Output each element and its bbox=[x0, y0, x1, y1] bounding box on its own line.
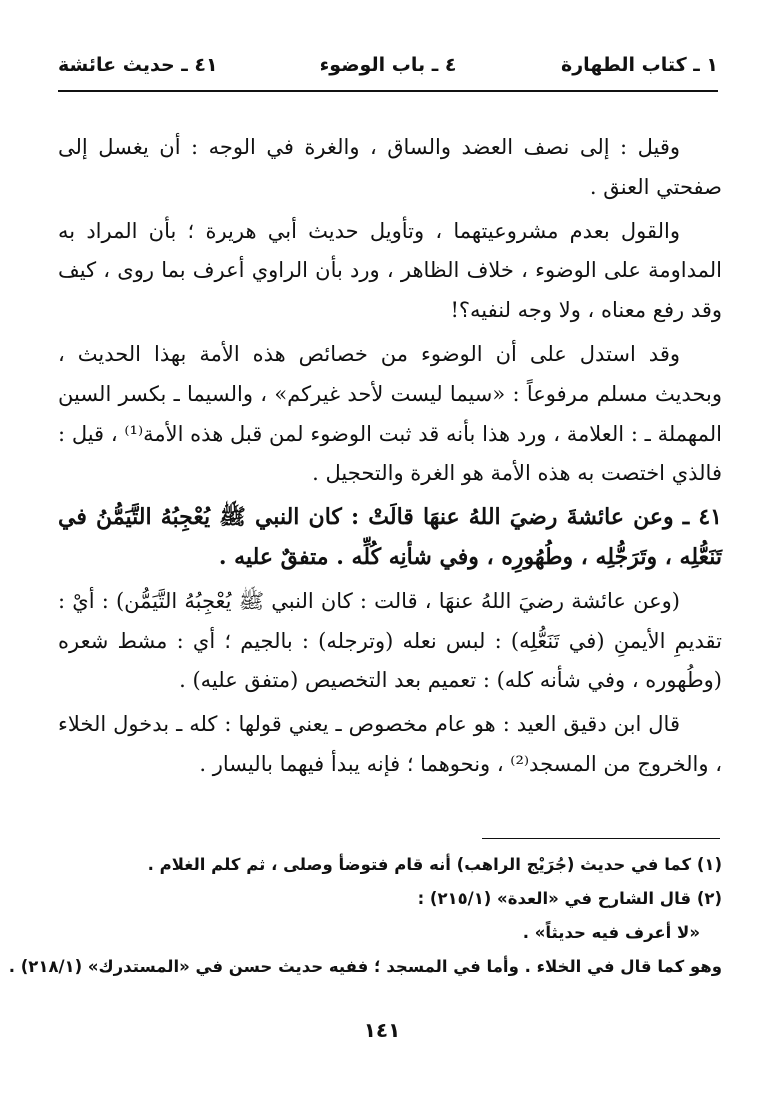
paragraph-hadith-commentary: (وعن عائشة رضيَ اللهُ عنهَا ، قالت : كان النبي ﷺ يُعْجِبُهُ التَّيَمُّن) : أيْ : تقديمِ الأيمنِ (في تَنَعُّلِه) : لبس نعله (وترجله) : بالجيم ؛ أي : مشط شعره (وطُهوره ، وفي شأنه كله) : تعميم بعد التخصيص (متفق عليه) . bbox=[58, 588, 722, 693]
main-text bbox=[58, 128, 722, 789]
page-number: ١٤١ bbox=[363, 1018, 401, 1042]
paragraph-abu-hurayra: والقول بعدم مشروعيتهما ، وتأويل حديث أبي هريرة ؛ بأن المراد به المداومة على الوضوء ، خلاف الظاهر ، ورد بأن الراوي أعرف بما روى ، كيف وقد رفع معناه ، ولا وجه لنفيه؟! bbox=[58, 218, 722, 323]
paragraph-wudu-specific: وقد استدل على أن الوضوء من خصائص هذه الأمة بهذا الحديث ، وبحديث مسلم مرفوعاً : «سيما ليست لأحد غيركم» ، والسيما ـ بكسر السين المهملة ـ : العلامة ، ورد هذا بأنه قد ثبت الوضوء لمن قبل هذه الأمة⁽¹⁾ ، قيل : فالذي اختصت به هذه الأمة هو الغرة والتحجيل . bbox=[58, 341, 722, 486]
paragraph-ghurra-definition: وقيل : إلى نصف العضد والساق ، والغرة في الوجه : أن يغسل إلى صفحتي العنق . bbox=[58, 135, 722, 199]
running-header bbox=[58, 44, 718, 92]
paragraph-ibn-daqiq: قال ابن دقيق العيد : هو عام مخصوص ـ يعني قولها : كله ـ بدخول الخلاء ، والخروج من المسجد⁽²⁾ ، ونحوهما ؛ فإنه يبدأ فيهما باليسار . bbox=[58, 712, 722, 776]
footnote-2: (٢) قال الشارح في «العدة» (٢١٥/١) : bbox=[417, 889, 722, 908]
header-book-title: ١ ـ كتاب الطهارة bbox=[561, 54, 718, 76]
header-chapter-title: ٤ ـ باب الوضوء bbox=[319, 54, 457, 76]
footnotes bbox=[8, 848, 722, 984]
footnote-2-continuation: وهو كما قال في الخلاء . وأما في المسجد ؛ ففيه حديث حسن في «المستدرك» (٢١٨/١) . bbox=[8, 957, 722, 976]
footnote-1: (١) كما في حديث (جُرَيْج الراهب) أنه قام فتوضأ وصلى ، ثم كلم الغلام . bbox=[147, 855, 722, 874]
header-hadith-title: ٤١ ـ حديث عائشة bbox=[58, 54, 218, 76]
footnote-separator bbox=[482, 838, 720, 839]
footnote-2-quote: «لا أعرف فيه حديثاً» . bbox=[522, 923, 700, 942]
hadith-41-text: ٤١ ـ وعن عائشةَ رضيَ اللهُ عنهَا قالَتْ : كان النبي ﷺ يُعْجِبُهُ التَّيَمُّنُ في تَنَعُّلِه ، وتَرَجُّلِه ، وطُهُورِه ، وفي شأنِه كُلِّه . متفقٌ عليه . bbox=[58, 504, 722, 570]
